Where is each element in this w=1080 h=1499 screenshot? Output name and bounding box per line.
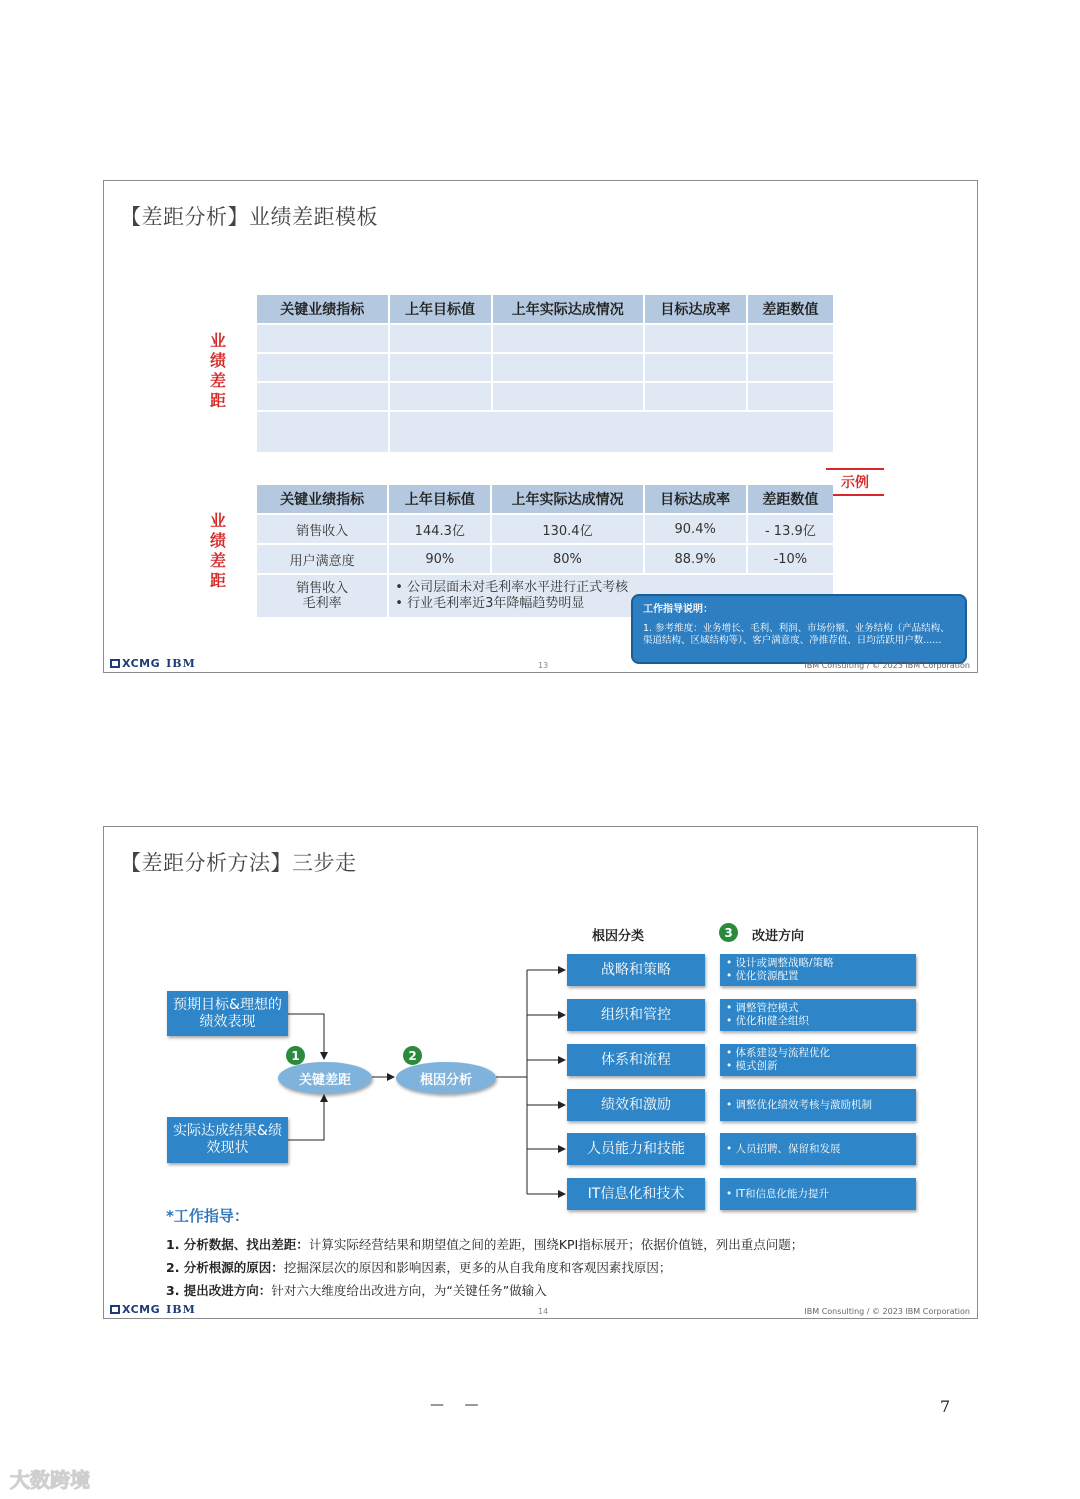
table-header: 关键业绩指标 — [257, 485, 387, 513]
category-performance: 绩效和激励 — [567, 1089, 705, 1121]
slide-title: 【差距分析】业绩差距模板 — [120, 205, 378, 229]
table-row: 销售收入 毛利率 • 公司层面未对毛利率水平进行正式考核 • 行业毛利率近3年降幅趋势明显 — [257, 575, 833, 617]
vertical-label-example: 业 绩 差 距 — [209, 511, 226, 590]
step-2-badge: 2 — [403, 1046, 422, 1065]
table-header: 上年实际达成情况 — [492, 485, 642, 513]
category-organization: 组织和管控 — [567, 999, 705, 1031]
step-1-badge: 1 — [286, 1046, 305, 1065]
category-strategy: 战略和策略 — [567, 954, 705, 986]
guidance-title: *工作指导： — [166, 1207, 249, 1225]
root-cause-node: 根因分析 — [396, 1062, 496, 1094]
table-header: 上年目标值 — [389, 485, 490, 513]
category-people: 人员能力和技能 — [567, 1133, 705, 1165]
guide-callout — [631, 594, 967, 664]
slide-gap-method — [103, 826, 978, 1319]
table-row — [257, 412, 833, 452]
table-row — [257, 354, 833, 381]
guidance-line-2: 2. 分析根源的原因：挖掘深层次的原因和影响因素，更多的从自我角度和客观因素找原因； — [166, 1260, 672, 1275]
xcmg-logo-icon — [110, 659, 120, 668]
xcmg-ibm-logo: XCMG IBM — [110, 657, 196, 670]
guide-text: 1. 参考维度：业务增长、毛利、利润、市场份额、业务结构（产品结构、渠道结构、区域结构等）、客户满意度、净推荐值、日均活跃用户数...... — [643, 623, 950, 646]
copyright: IBM Consulting / © 2023 IBM Corporation — [804, 1307, 970, 1316]
example-tag: 示例 — [826, 468, 884, 496]
page-number: 7 — [940, 1397, 951, 1416]
vertical-label-template: 业 绩 差 距 — [209, 331, 226, 410]
category-it: IT信息化和技术 — [567, 1178, 705, 1210]
table-row — [257, 325, 833, 352]
expected-performance-box: 预期目标&理想的绩效表现 — [167, 991, 288, 1036]
slide-page-number: 13 — [538, 661, 549, 670]
slide-gap-template — [103, 180, 978, 673]
page-dashes: — — — [430, 1397, 487, 1413]
step-3-badge: 3 — [719, 923, 738, 942]
table-row: 销售收入 144.3亿 130.4亿 90.4% - 13.9亿 — [257, 515, 833, 543]
direction-people: • 人员招聘、保留和发展 — [720, 1133, 916, 1165]
direction-performance: • 调整优化绩效考核与激励机制 — [720, 1089, 916, 1121]
slide-page-number: 14 — [538, 1307, 549, 1316]
direction-strategy: • 设计或调整战略/策略 • 优化资源配置 — [720, 954, 916, 986]
direction-process: • 体系建设与流程优化 • 模式创新 — [720, 1044, 916, 1076]
guidance-line-3: 3. 提出改进方向：针对六大维度给出改进方向，为“关键任务”做输入 — [166, 1283, 547, 1298]
table-row: 用户满意度 90% 80% 88.9% -10% — [257, 545, 833, 573]
table-header: 差距数值 — [748, 485, 833, 513]
table-header: 目标达成率 — [645, 295, 746, 323]
actual-performance-box: 实际达成结果&绩效现状 — [167, 1117, 288, 1163]
table-header: 上年实际达成情况 — [493, 295, 643, 323]
direction-it: • IT和信息化能力提升 — [720, 1178, 916, 1210]
improvement-direction-header: 改进方向 — [752, 929, 805, 944]
root-category-header: 根因分类 — [592, 929, 645, 944]
gap-table-blank — [255, 293, 835, 454]
direction-organization: • 调整管控模式 • 优化和健全组织 — [720, 999, 916, 1031]
watermark-logo: 大数跨境 — [10, 1468, 90, 1492]
table-header: 上年目标值 — [390, 295, 491, 323]
guidance-line-1: 1. 分析数据、找出差距：计算实际经营结果和期望值之间的差距，围绕KPI指标展开；依据价值链，列出重点问题； — [166, 1237, 804, 1252]
xcmg-logo-icon — [110, 1305, 120, 1314]
xcmg-ibm-logo: XCMG IBM — [110, 1303, 196, 1316]
guide-title: 工作指导说明： — [643, 604, 713, 615]
table-header: 关键业绩指标 — [257, 295, 388, 323]
slide-title: 【差距分析方法】三步走 — [120, 851, 357, 875]
category-process: 体系和流程 — [567, 1044, 705, 1076]
copyright: IBM Consulting / © 2023 IBM Corporation — [804, 661, 970, 670]
table-row — [257, 383, 833, 410]
key-gap-node: 关键差距 — [278, 1062, 372, 1094]
table-header: 目标达成率 — [645, 485, 746, 513]
table-header: 差距数值 — [748, 295, 833, 323]
